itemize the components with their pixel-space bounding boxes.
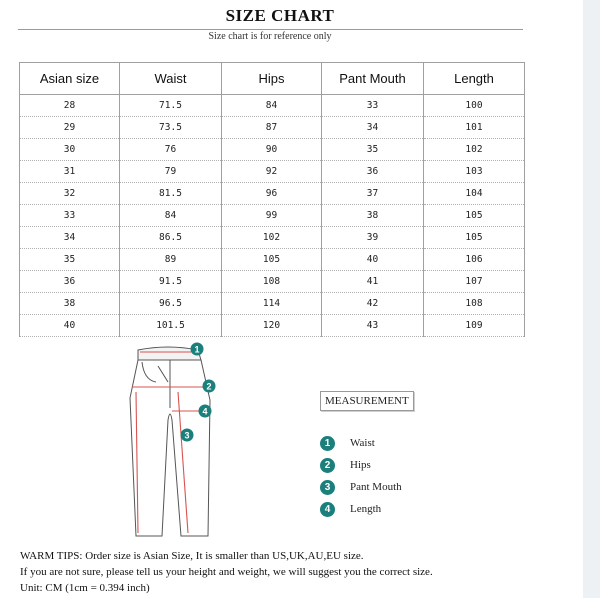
table-cell: 41: [322, 271, 424, 293]
table-row: [20, 183, 525, 205]
svg-text:4: 4: [202, 406, 208, 417]
table-cell: 89: [120, 249, 222, 271]
table-cell: 39: [322, 227, 424, 249]
table-cell: 86.5: [120, 227, 222, 249]
marker-badge: [199, 405, 212, 418]
warm-tips: [20, 548, 433, 596]
table-cell: 73.5: [120, 117, 222, 139]
table-cell: 33: [20, 205, 120, 227]
table-row: [20, 139, 525, 161]
table-cell: 28: [20, 95, 120, 117]
table-cell: 92: [222, 161, 322, 183]
column-header: Length: [424, 63, 525, 95]
table-cell: 105: [424, 227, 525, 249]
table-row: [20, 161, 525, 183]
legend-label: Length: [350, 503, 382, 515]
table-cell: 107: [424, 271, 525, 293]
table-header-row: [20, 63, 525, 95]
svg-text:2: 2: [206, 381, 212, 392]
tip-line: Unit: CM (1cm = 0.394 inch): [20, 582, 150, 594]
column-header: Pant Mouth: [322, 63, 424, 95]
table-cell: 37: [322, 183, 424, 205]
size-table: [19, 62, 525, 337]
svg-text:3: 3: [184, 430, 190, 441]
number-badge: 4: [320, 502, 335, 517]
table-row: [20, 271, 525, 293]
page-subtitle: Size chart is for reference only: [208, 31, 332, 42]
table-row: [20, 205, 525, 227]
table-cell: 120: [222, 315, 322, 337]
table-row: [20, 293, 525, 315]
table-cell: 40: [20, 315, 120, 337]
legend-label: Hips: [350, 459, 371, 471]
table-cell: 71.5: [120, 95, 222, 117]
table-cell: 105: [424, 205, 525, 227]
page-edge-shade: [583, 0, 600, 598]
table-cell: 34: [20, 227, 120, 249]
size-table-body: [20, 95, 525, 337]
table-row: [20, 249, 525, 271]
table-cell: 102: [222, 227, 322, 249]
number-badge: 3: [320, 480, 335, 495]
title-divider: [18, 29, 523, 30]
table-cell: 99: [222, 205, 322, 227]
column-header: Asian size: [20, 63, 120, 95]
table-cell: 102: [424, 139, 525, 161]
column-header: Hips: [222, 63, 322, 95]
number-badge: 2: [320, 458, 335, 473]
marker-badge: [191, 343, 204, 356]
table-cell: 101.5: [120, 315, 222, 337]
measurement-heading: MEASUREMENT: [320, 391, 414, 411]
length-measure-line: [136, 392, 138, 533]
page-title: SIZE CHART: [225, 6, 335, 25]
table-cell: 104: [424, 183, 525, 205]
table-cell: 108: [424, 293, 525, 315]
marker-badge: [203, 380, 216, 393]
table-cell: 38: [322, 205, 424, 227]
table-cell: 31: [20, 161, 120, 183]
column-header: Waist: [120, 63, 222, 95]
table-cell: 96: [222, 183, 322, 205]
marker-badge: [181, 429, 194, 442]
table-cell: 91.5: [120, 271, 222, 293]
svg-text:1: 1: [194, 344, 200, 355]
table-cell: 38: [20, 293, 120, 315]
table-cell: 96.5: [120, 293, 222, 315]
table-cell: 108: [222, 271, 322, 293]
table-cell: 81.5: [120, 183, 222, 205]
table-cell: 106: [424, 249, 525, 271]
tip-line: If you are not sure, please tell us your height and weight, we will suggest you the correct size.: [20, 566, 433, 578]
pants-diagram: [118, 338, 228, 538]
table-row: [20, 315, 525, 337]
legend-label: Waist: [350, 437, 375, 449]
table-cell: 42: [322, 293, 424, 315]
table-row: [20, 227, 525, 249]
table-cell: 101: [424, 117, 525, 139]
table-cell: 40: [322, 249, 424, 271]
table-cell: 35: [322, 139, 424, 161]
table-cell: 87: [222, 117, 322, 139]
table-cell: 103: [424, 161, 525, 183]
table-row: [20, 95, 525, 117]
table-cell: 76: [120, 139, 222, 161]
table-cell: 32: [20, 183, 120, 205]
table-cell: 29: [20, 117, 120, 139]
table-cell: 36: [20, 271, 120, 293]
table-cell: 84: [222, 95, 322, 117]
table-cell: 43: [322, 315, 424, 337]
table-cell: 109: [424, 315, 525, 337]
table-cell: 36: [322, 161, 424, 183]
table-cell: 79: [120, 161, 222, 183]
table-cell: 84: [120, 205, 222, 227]
legend-label: Pant Mouth: [350, 481, 402, 493]
table-cell: 90: [222, 139, 322, 161]
tip-line: WARM TIPS: Order size is Asian Size, It is smaller than US,UK,AU,EU size.: [20, 550, 364, 562]
table-cell: 35: [20, 249, 120, 271]
table-cell: 33: [322, 95, 424, 117]
table-cell: 105: [222, 249, 322, 271]
table-cell: 30: [20, 139, 120, 161]
table-cell: 114: [222, 293, 322, 315]
number-badge: 1: [320, 436, 335, 451]
table-cell: 34: [322, 117, 424, 139]
table-cell: 100: [424, 95, 525, 117]
table-row: [20, 117, 525, 139]
